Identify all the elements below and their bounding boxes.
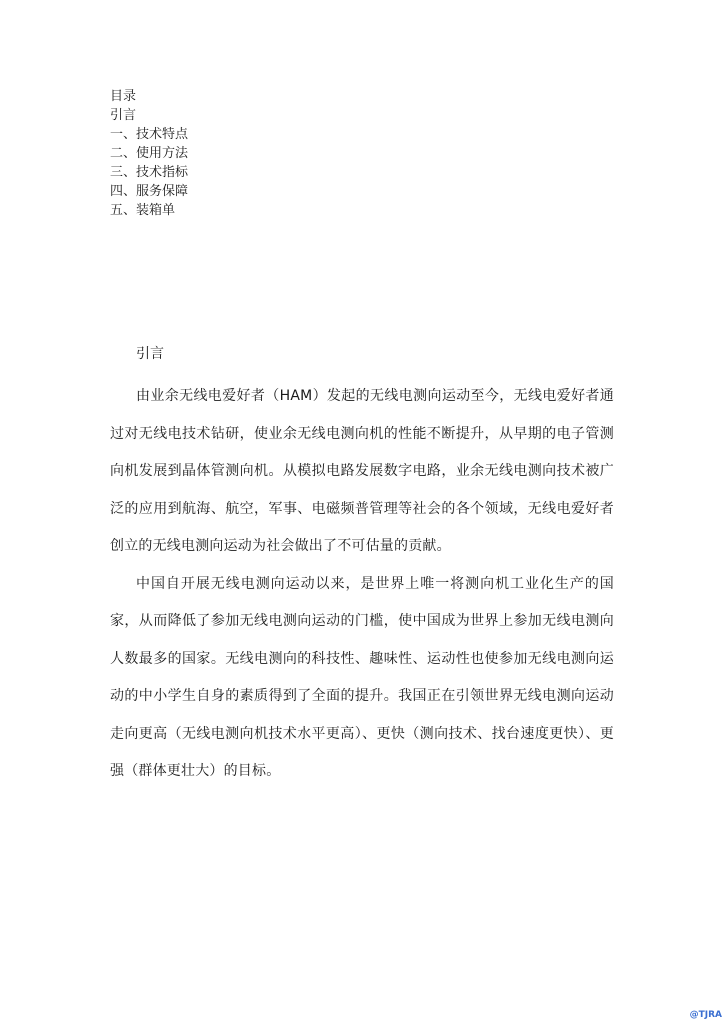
toc-item-features: 一、技术特点 — [110, 127, 189, 142]
toc-item-packing-list: 五、装箱单 — [110, 203, 176, 218]
toc-item-specs: 三、技术指标 — [110, 165, 189, 180]
paragraph-2: 中国自开展无线电测向运动以来，是世界上唯一将测向机工业化生产的国家，从而降低了参加无线电测向运动的门槛，使中国成为世界上参加无线电测向人数最多的国家。无线电测向的科技性、趣味性、运动性也使参加无线电测向运动的中小学生自身的素质得到了全面的提升。我国正在引领世界无线电测向运动走向更高（无线电测向机技术水平更高）、更快（测向技术、找台速度更快）、更强（群体更壮大）的目标。 — [110, 575, 614, 779]
toc-item-usage: 二、使用方法 — [110, 146, 189, 161]
section-heading: 引言 — [136, 346, 164, 362]
toc-item-service: 四、服务保障 — [110, 184, 189, 199]
watermark: @TJRA — [689, 1010, 722, 1020]
toc-title: 目录 — [110, 89, 137, 104]
intro-section — [110, 340, 614, 791]
toc-item-intro: 引言 — [110, 108, 137, 123]
table-of-contents — [110, 87, 410, 220]
paragraph-1: 由业余无线电爱好者（HAM）发起的无线电测向运动至今，无线电爱好者通过对无线电技术钻研，使业余无线电测向机的性能不断提升，从早期的电子管测向机发展到晶体管测向机。从模拟电路发展数字电路，业余无线电测向技术被广泛的应用到航海、航空，军事、电磁频普管理等社会的各个领域，无线电爱好者创立的无线电测向运动为社会做出了不可估量的贡献。 — [110, 388, 614, 554]
